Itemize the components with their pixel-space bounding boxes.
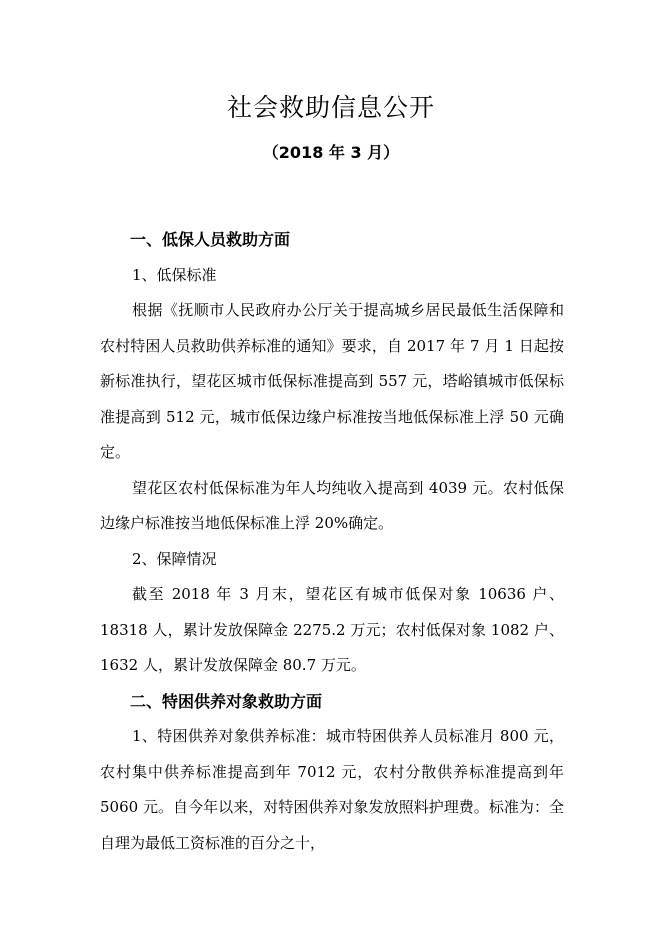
document-body <box>100 222 564 861</box>
paragraph-3: 截至 2018 年 3 月末，望花区有城市低保对象 10636 户、18318 人，累计发放保障金 2275.2 万元；农村低保对象 1082 户、1632 人，累计发放保障金 80.7 万元。 <box>100 585 564 674</box>
document-title: 社会救助信息公开 <box>226 93 435 122</box>
paragraph-4: 1、特困供养对象供养标准：城市特困供养人员标准月 800 元，农村集中供养标准提高到年 7012 元，农村分散供养标准提高到年 5060 元。自今年以来，对特困供养对象发放照料护理费。标准为：全自理为最低工资标准的百分之十， <box>100 727 564 852</box>
item-label-2: 2、保障情况 <box>132 549 217 568</box>
section-heading-1: 一、低保人员救助方面 <box>130 230 291 249</box>
paragraph-2: 望花区农村低保标准为年人均纯收入提高到 4039 元。农村低保边缘户标准按当地低保标准上浮 20%确定。 <box>100 478 564 532</box>
item-label-1: 1、低保标准 <box>132 265 217 284</box>
section-heading-2: 二、特困供养对象救助方面 <box>130 691 323 711</box>
document-subtitle: （2018 年 3 月） <box>262 143 400 162</box>
paragraph-1: 根据《抚顺市人民政府办公厅关于提高城乡居民最低生活保障和农村特困人员救助供养标准的通知》要求，自 2017 年 7 月 1 日起按新标准执行，望花区城市低保标准提高到 557 元，塔峪镇城市低保标准提高到 512 元，城市低保边缘户标准按当地低保标准上浮 50 元确定。 <box>100 301 564 461</box>
